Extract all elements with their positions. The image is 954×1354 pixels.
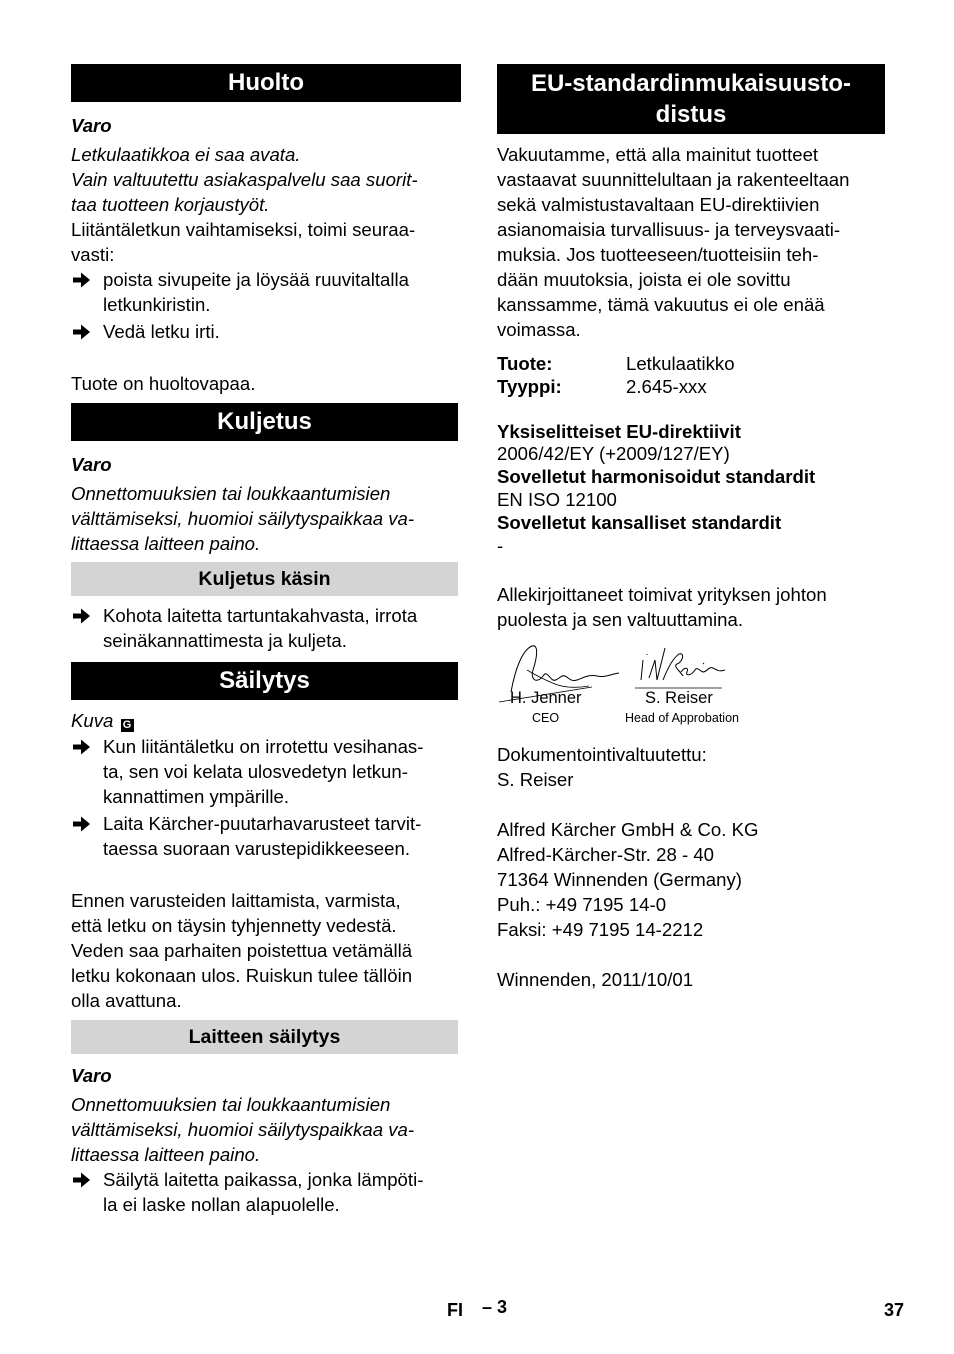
signer-name: S. Reiser [645, 689, 713, 707]
warning-text: Vain valtuutettu asiakaspalvelu saa suorit- [71, 169, 418, 190]
footer-page-marker: – 3 [482, 1297, 508, 1317]
arrow-right-icon [71, 321, 93, 343]
product-label: Tuote: [497, 353, 553, 374]
bullet-item: Vedä letku irti. [71, 319, 461, 344]
phone-line: Puh.: +49 7195 14-0 [497, 894, 667, 915]
bullet-item: Säilytä laitetta paikassa, jonka lämpöti- la ei laske nollan alapuolelle. [71, 1167, 461, 1217]
paragraph-text: että letku on täysin tyhjennetty vedestä. [71, 915, 397, 936]
bullet-item: Kun liitäntäletku on irrotettu vesihanas- ta, sen voi kelata ulosvedetyn letkun- kannattimen ympärille. [71, 734, 461, 809]
warning-text: Letkulaatikkoa ei saa avata. [71, 144, 301, 165]
paragraph-text: Veden saa parhaiten poistettua vetämällä [71, 940, 413, 961]
warning-text: Onnettomuuksien tai loukkaantumisien [71, 1094, 391, 1115]
product-value: Letkulaatikko [626, 353, 735, 374]
arrow-right-icon [71, 269, 93, 291]
signer-title: CEO [532, 711, 560, 725]
paragraph-text: Tuote on huoltovapaa. [71, 373, 256, 394]
paragraph-text: Liitäntäletkun vaihtamiseksi, toimi seuraa- [71, 219, 416, 240]
page-number: 37 [884, 1300, 905, 1320]
arrow-right-icon [71, 605, 93, 627]
warning-text: Onnettomuuksien tai loukkaantumisien [71, 483, 391, 504]
directives-label: Yksiselitteiset EU-direktiivit [497, 421, 741, 442]
arrow-right-icon [71, 813, 93, 835]
harmonised-standards-value: EN ISO 12100 [497, 489, 617, 510]
type-value: 2.645-xxx [626, 376, 707, 397]
paragraph-text: olla avattuna. [71, 990, 182, 1011]
paragraph-text: Allekirjoittaneet toimivat yrityksen johton [497, 584, 827, 605]
paragraph-text: vasti: [71, 244, 115, 265]
documentation-name: S. Reiser [497, 769, 574, 790]
warning-text: välttämiseksi, huomioi säilytyspaikkaa va- [71, 508, 415, 529]
bullet-item: Laita Kärcher-puutarhavarusteet tarvit- taessa suoraan varustepidikkeeseen. [71, 811, 461, 861]
bullet-item: Kohota laitetta tartuntakahvasta, irrota seinäkannattimesta ja kuljeta. [71, 603, 461, 653]
address-line: 71364 Winnenden (Germany) [497, 869, 742, 890]
figure-reference: Kuva G [71, 708, 134, 733]
directives-value: 2006/42/EY (+2009/127/EY) [497, 443, 730, 464]
signer-name: H. Jenner [510, 689, 582, 707]
arrow-right-icon [71, 1169, 93, 1191]
national-standards-label: Sovelletut kansalliset standardit [497, 512, 782, 533]
section-heading-sailytys: Säilytys [71, 662, 458, 700]
paragraph-text: letku kokonaan ulos. Ruiskun tulee tällöin [71, 965, 413, 986]
national-standards-value: - [497, 535, 504, 556]
warning-text: taa tuotteen korjaustyöt. [71, 194, 270, 215]
fax-line: Faksi: +49 7195 14-2212 [497, 919, 704, 940]
warning-text: välttämiseksi, huomioi säilytyspaikkaa va- [71, 1119, 415, 1140]
footer-language: FI [447, 1300, 463, 1320]
paragraph-text: muksia. Jos tuotteeseen/tuotteisiin teh- [497, 244, 819, 265]
warning-text: littaessa laitteen paino. [71, 1144, 261, 1165]
paragraph-text: asianomaisia turvallisuus- ja terveysvaati- [497, 219, 841, 240]
paragraph-text: dään muutoksia, joista ei ole sovittu [497, 269, 791, 290]
subsection-heading-kuljetus-kasin: Kuljetus käsin [71, 562, 458, 596]
paragraph-text: sekä valmistustavaltaan EU-direktiivien [497, 194, 820, 215]
subsection-heading-laitteen-sailytys: Laitteen säilytys [71, 1020, 458, 1054]
paragraph-text: vastaavat suunnittelultaan ja rakenteeltaan [497, 169, 850, 190]
warning-label: Varo [71, 115, 112, 136]
arrow-right-icon [71, 736, 93, 758]
warning-label: Varo [71, 1065, 112, 1086]
section-heading-kuljetus: Kuljetus [71, 403, 458, 441]
warning-text: littaessa laitteen paino. [71, 533, 261, 554]
paragraph-text: puolesta ja sen valtuuttamina. [497, 609, 744, 630]
documentation-label: Dokumentointivaltuutettu: [497, 744, 707, 765]
paragraph-text: Ennen varusteiden laittamista, varmista, [71, 890, 401, 911]
address-line: Alfred-Kärcher-Str. 28 - 40 [497, 844, 715, 865]
section-heading-huolto: Huolto [71, 64, 461, 102]
paragraph-text: kanssamme, tämä vakuutus ei ole enää [497, 294, 825, 315]
paragraph-text: voimassa. [497, 319, 581, 340]
signer-title: Head of Approbation [625, 711, 739, 725]
bullet-item: poista sivupeite ja löysää ruuvitaltalla letkunkiristin. [71, 267, 461, 317]
address-line: Alfred Kärcher GmbH & Co. KG [497, 819, 759, 840]
paragraph-text: Vakuutamme, että alla mainitut tuotteet [497, 144, 819, 165]
type-label: Tyyppi: [497, 376, 562, 397]
section-heading-eu-declaration: EU-standardinmukaisuusto- distus [497, 64, 885, 134]
place-date: Winnenden, 2011/10/01 [497, 969, 694, 990]
figure-g-icon: G [121, 719, 134, 732]
warning-label: Varo [71, 454, 112, 475]
harmonised-standards-label: Sovelletut harmonisoidut standardit [497, 466, 816, 487]
